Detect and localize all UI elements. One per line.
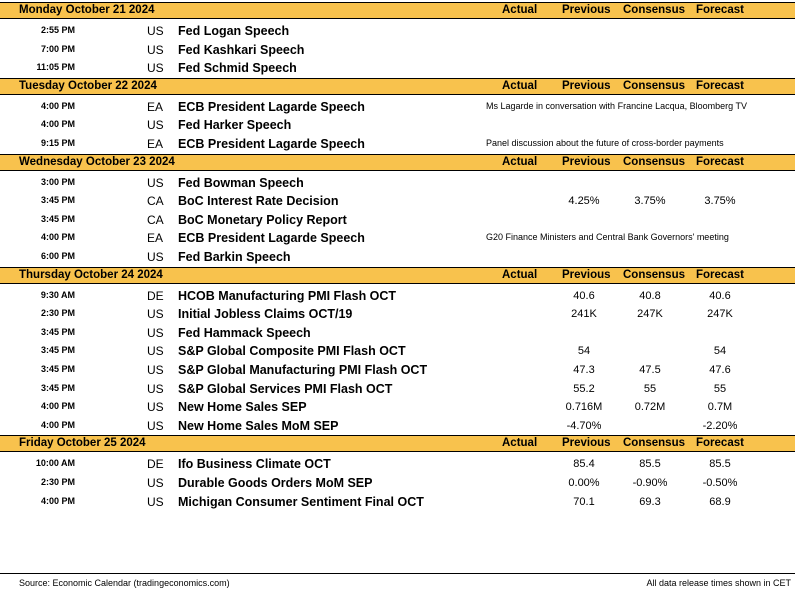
event-row: [0, 97, 795, 115]
event-country: EA: [147, 137, 164, 151]
col-header-previous: Previous: [562, 437, 611, 449]
event-forecast: 3.75%: [704, 195, 736, 207]
event-row: [0, 379, 795, 397]
col-header-actual: Actual: [502, 80, 538, 92]
event-time: 4:00 PM: [40, 101, 75, 111]
event-consensus: 55: [643, 383, 657, 395]
event-forecast: 68.9: [709, 496, 731, 508]
event-title: BoC Monetary Policy Report: [178, 213, 347, 227]
col-header-previous: Previous: [562, 80, 611, 92]
event-previous: 0.00%: [568, 477, 600, 489]
event-time: 9:15 PM: [40, 138, 75, 148]
event-forecast: 247K: [707, 308, 733, 320]
event-country: CA: [147, 194, 164, 208]
footer-divider: [0, 573, 795, 574]
event-time: 3:45 PM: [40, 364, 75, 374]
event-country: EA: [147, 231, 164, 245]
event-previous: 47.3: [573, 364, 595, 376]
event-country: US: [147, 382, 164, 396]
event-title: S&P Global Manufacturing PMI Flash OCT: [178, 363, 428, 377]
event-consensus: -0.90%: [632, 477, 668, 489]
event-country: DE: [147, 457, 164, 471]
event-country: US: [147, 176, 164, 190]
event-title: New Home Sales MoM SEP: [178, 419, 339, 433]
event-forecast: 54: [713, 345, 727, 357]
day-date: Tuesday October 22 2024: [19, 80, 157, 92]
event-row: [0, 191, 795, 209]
event-title: ECB President Lagarde Speech: [178, 100, 365, 114]
event-country: US: [147, 118, 164, 132]
col-header-actual: Actual: [502, 156, 538, 168]
event-title: S&P Global Services PMI Flash OCT: [178, 382, 393, 396]
event-time: 2:30 PM: [40, 477, 75, 487]
event-row: [0, 323, 795, 341]
event-time: 4:00 PM: [40, 420, 75, 430]
event-title: HCOB Manufacturing PMI Flash OCT: [178, 289, 397, 303]
event-title: BoC Interest Rate Decision: [178, 194, 339, 208]
day-date: Monday October 21 2024: [19, 4, 155, 16]
event-country: US: [147, 307, 164, 321]
event-forecast: 85.5: [709, 458, 731, 470]
col-header-previous: Previous: [562, 4, 611, 16]
event-country: US: [147, 61, 164, 75]
event-country: US: [147, 43, 164, 57]
event-country: US: [147, 419, 164, 433]
event-consensus: 40.8: [639, 290, 661, 302]
col-header-forecast: Forecast: [696, 269, 744, 281]
event-time: 6:00 PM: [40, 251, 75, 261]
event-row: [0, 58, 795, 76]
event-title: Fed Barkin Speech: [178, 250, 291, 264]
event-title: Durable Goods Orders MoM SEP: [178, 476, 373, 490]
col-header-consensus: Consensus: [623, 269, 685, 281]
event-forecast: 47.6: [709, 364, 731, 376]
event-time: 3:00 PM: [40, 177, 75, 187]
event-title: Fed Logan Speech: [178, 24, 290, 38]
event-time: 11:05 PM: [36, 62, 75, 72]
col-header-forecast: Forecast: [696, 156, 744, 168]
event-previous: 85.4: [573, 458, 595, 470]
event-time: 2:30 PM: [40, 308, 75, 318]
day-header: [0, 78, 795, 95]
event-country: CA: [147, 213, 164, 227]
event-title: Fed Harker Speech: [178, 118, 292, 132]
day-date: Thursday October 24 2024: [19, 269, 163, 281]
event-previous: 55.2: [573, 383, 595, 395]
event-time: 7:00 PM: [40, 44, 75, 54]
event-row: [0, 21, 795, 39]
event-note: Ms Lagarde in conversation with Francine Lacqua, Bloomberg TV: [486, 101, 747, 111]
event-row: [0, 473, 795, 491]
day-date: Friday October 25 2024: [19, 437, 146, 449]
event-country: US: [147, 24, 164, 38]
event-row: [0, 304, 795, 322]
event-time: 2:55 PM: [40, 25, 75, 35]
event-consensus: 85.5: [639, 458, 661, 470]
col-header-previous: Previous: [562, 269, 611, 281]
footer-timezone-note: All data release times shown in CET: [646, 578, 791, 588]
event-row: [0, 228, 795, 246]
event-time: 3:45 PM: [40, 327, 75, 337]
event-consensus: 247K: [637, 308, 663, 320]
event-time: 10:00 AM: [35, 458, 75, 468]
event-row: [0, 416, 795, 434]
event-title: Fed Hammack Speech: [178, 326, 311, 340]
event-forecast: -0.50%: [702, 477, 738, 489]
col-header-previous: Previous: [562, 156, 611, 168]
event-forecast: 55: [713, 383, 727, 395]
event-forecast: -2.20%: [702, 420, 738, 432]
event-row: [0, 286, 795, 304]
event-title: Fed Schmid Speech: [178, 61, 297, 75]
event-row: [0, 454, 795, 472]
event-time: 4:00 PM: [40, 496, 75, 506]
event-forecast: 40.6: [709, 290, 731, 302]
event-country: EA: [147, 100, 164, 114]
event-country: US: [147, 344, 164, 358]
col-header-forecast: Forecast: [696, 80, 744, 92]
event-time: 3:45 PM: [40, 345, 75, 355]
event-country: DE: [147, 289, 164, 303]
col-header-consensus: Consensus: [623, 80, 685, 92]
event-title: Ifo Business Climate OCT: [178, 457, 331, 471]
event-consensus: 0.72M: [634, 401, 666, 413]
col-header-forecast: Forecast: [696, 4, 744, 16]
event-title: Fed Bowman Speech: [178, 176, 304, 190]
event-previous: 54: [577, 345, 591, 357]
day-header: [0, 267, 795, 284]
event-country: US: [147, 495, 164, 509]
event-row: [0, 134, 795, 152]
day-header: [0, 154, 795, 171]
event-time: 4:00 PM: [40, 401, 75, 411]
event-previous: 0.716M: [565, 401, 603, 413]
event-consensus: 69.3: [639, 496, 661, 508]
col-header-consensus: Consensus: [623, 4, 685, 16]
event-note: Panel discussion about the future of cross-border payments: [486, 138, 724, 148]
event-consensus: 47.5: [639, 364, 661, 376]
col-header-forecast: Forecast: [696, 437, 744, 449]
event-row: [0, 247, 795, 265]
event-row: [0, 492, 795, 510]
day-date: Wednesday October 23 2024: [19, 156, 175, 168]
event-country: US: [147, 326, 164, 340]
event-time: 3:45 PM: [40, 195, 75, 205]
event-previous: -4.70%: [566, 420, 602, 432]
event-title: Initial Jobless Claims OCT/19: [178, 307, 353, 321]
event-time: 4:00 PM: [40, 232, 75, 242]
event-row: [0, 173, 795, 191]
event-row: [0, 210, 795, 228]
event-country: US: [147, 400, 164, 414]
col-header-actual: Actual: [502, 269, 538, 281]
event-row: [0, 360, 795, 378]
event-title: New Home Sales SEP: [178, 400, 307, 414]
event-time: 9:30 AM: [40, 290, 75, 300]
event-previous: 70.1: [573, 496, 595, 508]
event-time: 3:45 PM: [40, 383, 75, 393]
event-time: 4:00 PM: [40, 119, 75, 129]
event-row: [0, 115, 795, 133]
event-title: S&P Global Composite PMI Flash OCT: [178, 344, 406, 358]
event-title: Michigan Consumer Sentiment Final OCT: [178, 495, 424, 509]
event-previous: 40.6: [573, 290, 595, 302]
col-header-consensus: Consensus: [623, 437, 685, 449]
event-previous: 241K: [571, 308, 597, 320]
event-row: [0, 397, 795, 415]
day-header: [0, 435, 795, 452]
day-header: [0, 2, 795, 19]
col-header-actual: Actual: [502, 437, 538, 449]
col-header-consensus: Consensus: [623, 156, 685, 168]
event-consensus: 3.75%: [634, 195, 666, 207]
event-previous: 4.25%: [568, 195, 600, 207]
footer-source: Source: Economic Calendar (tradingeconomics.com): [19, 578, 230, 588]
event-title: Fed Kashkari Speech: [178, 43, 305, 57]
event-row: [0, 40, 795, 58]
event-title: ECB President Lagarde Speech: [178, 231, 365, 245]
event-note: G20 Finance Ministers and Central Bank Governors' meeting: [486, 232, 729, 242]
event-forecast: 0.7M: [707, 401, 733, 413]
col-header-actual: Actual: [502, 4, 538, 16]
event-row: [0, 341, 795, 359]
event-country: US: [147, 363, 164, 377]
event-country: US: [147, 476, 164, 490]
event-country: US: [147, 250, 164, 264]
event-title: ECB President Lagarde Speech: [178, 137, 365, 151]
event-time: 3:45 PM: [40, 214, 75, 224]
